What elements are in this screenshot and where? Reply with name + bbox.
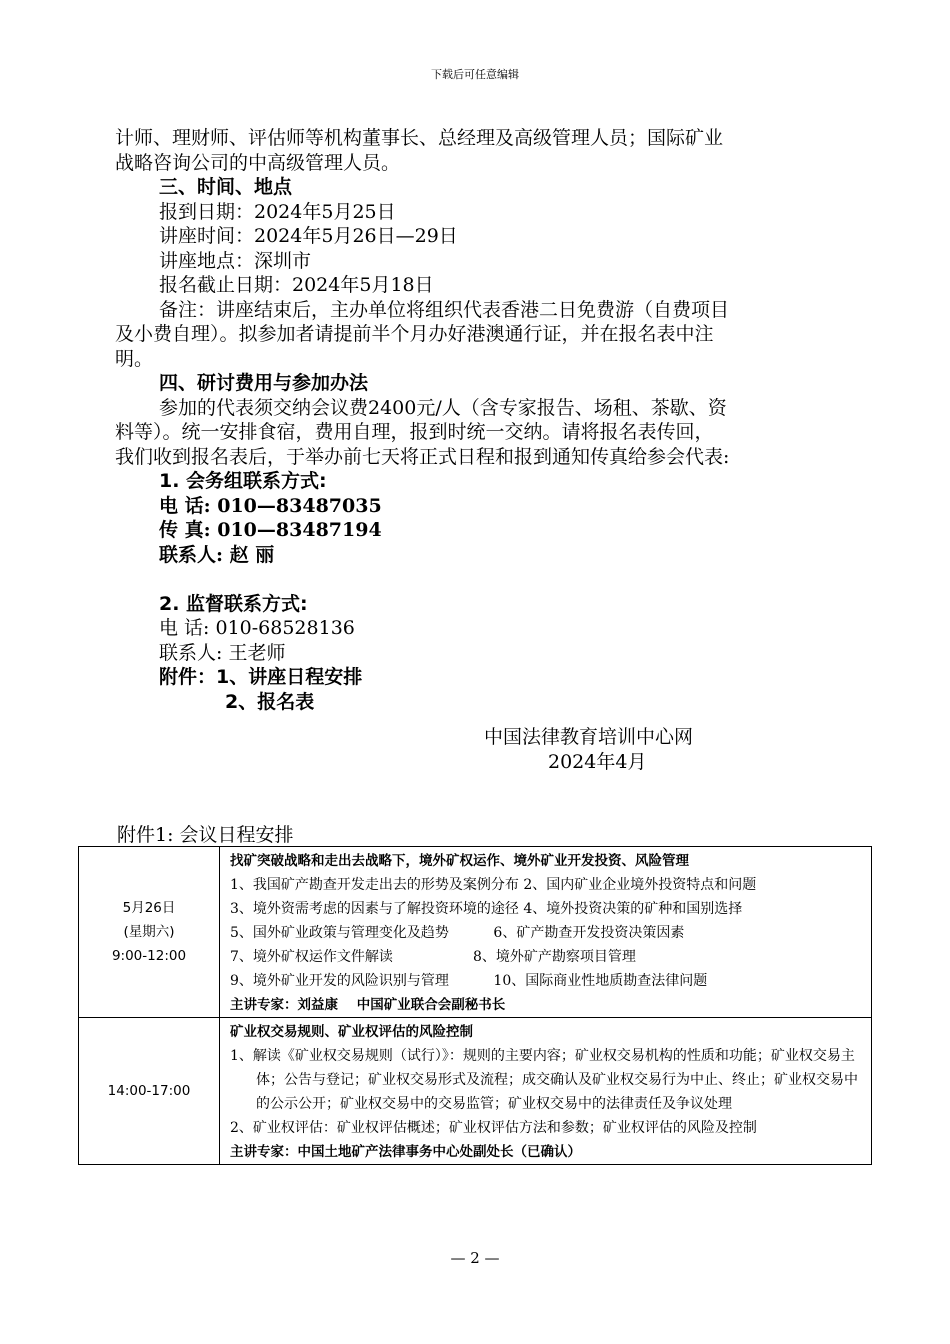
attachment-line-2: 2、报名表 xyxy=(225,690,315,713)
contact-phone: 电 话: 010—83487035 xyxy=(159,494,382,517)
session-item: 9、境外矿业开发的风险识别与管理 10、国际商业性地质勘查法律问题 xyxy=(230,973,708,989)
page-number: — 2 — xyxy=(450,1249,500,1267)
session-title: 找矿突破战略和走出去战略下，境外矿权运作、境外矿业开发投资、风险管理 xyxy=(230,853,689,869)
table-row xyxy=(79,1018,872,1165)
paragraph-line: 战略咨询公司的中高级管理人员。 xyxy=(115,151,401,174)
session-item: 3、境外资需考虑的因素与了解投资环境的途径 4、境外投资决策的矿种和国别选择 xyxy=(230,901,743,917)
annex-title: 附件1: 会议日程安排 xyxy=(117,824,294,846)
signature-date: 2024年4月 xyxy=(548,751,647,773)
signature-org: 中国法律教育培训中心网 xyxy=(484,726,694,748)
session-time-cell xyxy=(79,847,220,1018)
fee-line: 参加的代表须交纳会议费2400元/人（含专家报告、场租、茶歇、资 xyxy=(159,396,727,419)
session-date: 5月26日 xyxy=(122,900,176,916)
session-content-cell xyxy=(220,1018,872,1165)
session-weekday: (星期六) xyxy=(123,924,175,940)
table-row xyxy=(79,847,872,1018)
session-item: 1、解读《矿业权交易规则（试行）》：规则的主要内容；矿业权交易机构的性质和功能；矿业权交易主体；公告与登记；矿业权交易形式及流程；成交确认及矿业权交易行为中止、终止；矿业权交易中的公示公开；矿业权交易中的交易监管；矿业权交易中的法律责任及争议处理 xyxy=(230,1048,858,1112)
session-expert: 主讲专家：中国土地矿产法律事务中心处副处长（已确认） xyxy=(230,1144,581,1160)
session-expert: 主讲专家：刘益康 中国矿业联合会副秘书长 xyxy=(230,997,506,1013)
session-item: 2、矿业权评估：矿业权评估概述；矿业权评估方法和参数；矿业权评估的风险及控制 xyxy=(230,1120,757,1136)
remark-line: 明。 xyxy=(115,347,154,370)
schedule-table xyxy=(78,846,872,1165)
fee-line: 我们收到报名表后，于举办前七天将正式日程和报到通知传真给参会代表: xyxy=(115,445,730,468)
supervision-phone: 电 话: 010-68528136 xyxy=(159,617,355,639)
fee-line: 料等）。统一安排食宿，费用自理，报到时统一交纳。请将报名表传回， xyxy=(115,421,714,443)
remark-line: 及小费自理）。拟参加者请提前半个月办好港澳通行证，并在报名表中注 xyxy=(115,323,714,345)
page-header-note: 下载后可任意编辑 xyxy=(431,68,519,81)
supervision-contact: 联系人: 王老师 xyxy=(159,641,286,664)
lecture-time: 讲座时间：2024年5月26日—29日 xyxy=(159,225,458,247)
contact-person: 联系人: 赵 丽 xyxy=(159,543,275,566)
lecture-location: 讲座地点：深圳市 xyxy=(159,249,312,272)
contact-fax: 传 真: 010—83487194 xyxy=(159,519,382,541)
session-item: 7、境外矿权运作文件解读 8、境外矿产勘察项目管理 xyxy=(230,949,636,965)
session-hours: 9:00-12:00 xyxy=(111,948,187,964)
session-item: 5、国外矿业政策与管理变化及趋势 6、矿产勘查开发投资决策因素 xyxy=(230,925,685,941)
remark-line: 备注：讲座结束后，主办单位将组织代表香港二日免费游（自费项目 xyxy=(159,298,730,321)
report-date: 报到日期：2024年5月25日 xyxy=(159,200,396,223)
session-title: 矿业权交易规则、矿业权评估的风险控制 xyxy=(230,1024,473,1040)
document-body xyxy=(115,126,850,714)
paragraph-line: 计师、理财师、评估师等机构董事长、总经理及高级管理人员；国际矿业 xyxy=(115,127,724,149)
section-heading-fees: 四、研讨费用与参加办法 xyxy=(159,372,369,394)
session-time-cell xyxy=(79,1018,220,1165)
supervision-title: 2. 监督联系方式: xyxy=(159,592,308,615)
registration-deadline: 报名截止日期：2024年5月18日 xyxy=(159,274,434,296)
session-content-cell xyxy=(220,847,872,1018)
attachment-line-1: 附件：1、讲座日程安排 xyxy=(159,666,363,688)
contact-group-title: 1. 会务组联系方式: xyxy=(159,470,327,492)
session-item: 1、我国矿产勘查开发走出去的形势及案例分布 2、国内矿业企业境外投资特点和问题 xyxy=(230,877,757,893)
session-hours: 14:00-17:00 xyxy=(107,1083,191,1099)
section-heading-time-place: 三、时间、地点 xyxy=(159,176,293,198)
